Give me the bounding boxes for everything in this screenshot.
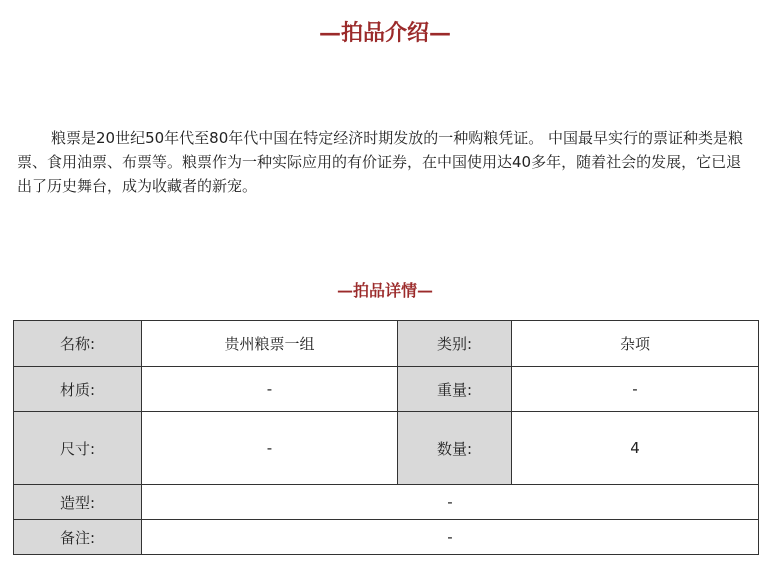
material-value: -	[142, 367, 398, 412]
table-row	[14, 321, 759, 367]
weight-label: 重量:	[398, 367, 512, 412]
shape-label: 造型:	[14, 485, 142, 520]
table-row	[14, 520, 759, 555]
table-row	[14, 367, 759, 412]
size-label: 尺寸:	[14, 412, 142, 485]
name-value: 贵州粮票一组	[142, 321, 398, 367]
category-value: 杂项	[512, 321, 759, 367]
category-label: 类别:	[398, 321, 512, 367]
size-value: -	[142, 412, 398, 485]
shape-value: -	[142, 485, 759, 520]
details-table	[13, 320, 759, 555]
details-title: —拍品详情—	[336, 281, 433, 300]
intro-paragraph: 粮票是20世纪50年代至80年代中国在特定经济时期发放的一种购粮凭证。 中国最早实行的票证种类是粮票、食用油票、布票等。粮票作为一种实际应用的有价证券，在中国使用达40多年，随着社会的发展，它已退出了历史舞台，成为收藏者的新宠。	[17, 129, 744, 195]
table-row	[14, 412, 759, 485]
quantity-label: 数量:	[398, 412, 512, 485]
quantity-value: 4	[512, 412, 759, 485]
remark-label: 备注:	[14, 520, 142, 555]
weight-value: -	[512, 367, 759, 412]
intro-title: —拍品介绍—	[318, 20, 451, 46]
table-row	[14, 485, 759, 520]
material-label: 材质:	[14, 367, 142, 412]
remark-value: -	[142, 520, 759, 555]
name-label: 名称:	[14, 321, 142, 367]
